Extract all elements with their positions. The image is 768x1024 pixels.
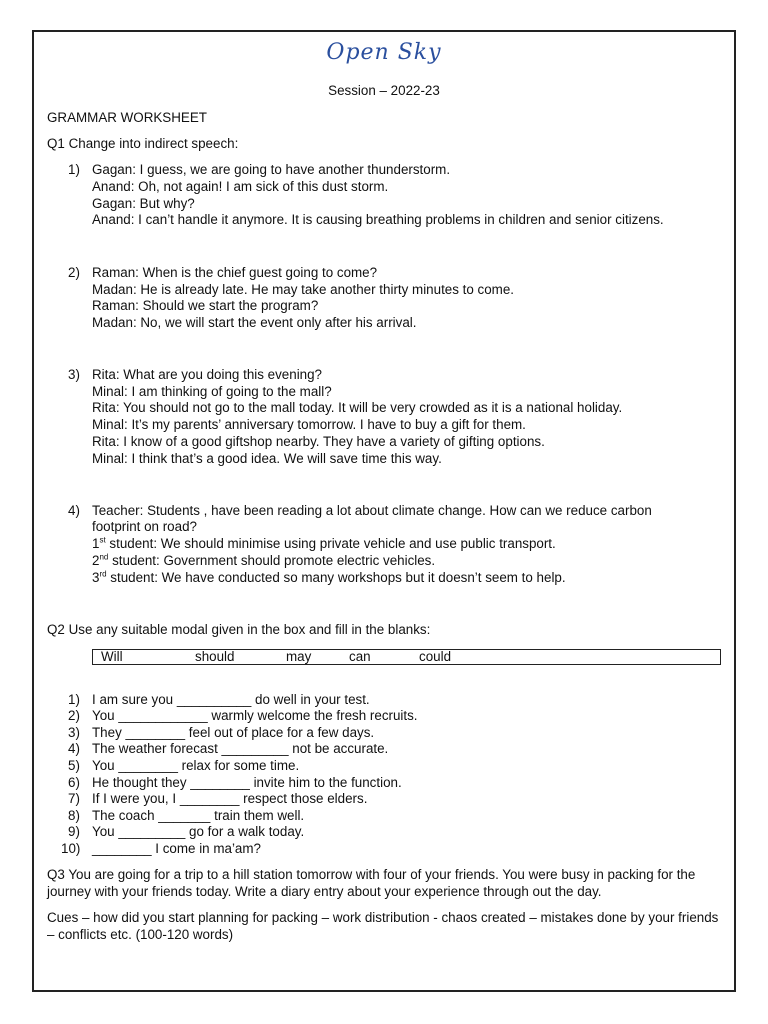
modal-word: could [419,649,452,664]
q3-prompt: Q3 You are going for a trip to a hill station tomorrow with four of your friends. You were busy in packing for the journey with your friends today. Write a diary entry about your experience through out the day. [47,867,696,899]
dialogue-line: Teacher: Students , have been reading a lot about climate change. How can we reduce carbon [92,503,652,518]
q2-item-text: ________ I come in ma’am? [92,841,261,856]
q1-item-number: 3) [68,367,80,382]
q1-item-number: 1) [68,162,80,177]
q2-item-number: 8) [68,808,80,823]
q2-item-number: 7) [68,791,80,806]
q2-item-text: I am sure you __________ do well in your test. [92,692,370,707]
dialogue-line: Raman: When is the chief guest going to come? [92,265,378,280]
q2-prompt: Q2 Use any suitable modal given in the box and fill in the blanks: [47,622,431,637]
modal-word: may [286,649,312,664]
student-line: 1st student: We should minimise using private vehicle and use public transport. [92,535,556,551]
q1-prompt: Q1 Change into indirect speech: [47,136,239,151]
dialogue-line: Rita: What are you doing this evening? [92,367,323,382]
dialogue-line: Raman: Should we start the program? [92,298,319,313]
q2-item-number: 9) [68,824,80,839]
q1-item-number: 2) [68,265,80,280]
q2-item-number: 5) [68,758,80,773]
dialogue-line: Anand: I can’t handle it anymore. It is causing breathing problems in children and senior citizens. [92,212,664,227]
q2-item-text: You ________ relax for some time. [92,758,300,773]
open-sky-logo: Open Sky [326,40,442,65]
dialogue-line: Rita: You should not go to the mall today. It will be very crowded as it is a national holiday. [92,400,623,415]
student-line: 3rd student: We have conducted so many workshops but it doesn’t seem to help. [92,569,566,585]
q2-item-text: You _________ go for a walk today. [92,824,305,839]
dialogue-line: Madan: No, we will start the event only after his arrival. [92,315,417,330]
modal-word: can [349,649,371,664]
modal-word: should [195,649,235,664]
q2-item-number: 4) [68,741,80,756]
modal-word: Will [101,649,123,664]
dialogue-line: Gagan: I guess, we are going to have another thunderstorm. [92,162,451,177]
q2-item-text: You ____________ warmly welcome the fresh recruits. [92,708,418,723]
dialogue-line: Rita: I know of a good giftshop nearby. They have a variety of gifting options. [92,434,545,449]
q2-item-text: He thought they ________ invite him to the function. [92,775,402,790]
modal-word-box [92,649,721,665]
q2-item-number: 1) [68,692,80,707]
q2-item-text: They ________ feel out of place for a few days. [92,725,375,740]
dialogue-line: Minal: I think that’s a good idea. We will save time this way. [92,451,442,466]
dialogue-line: Minal: It’s my parents’ anniversary tomorrow. I have to buy a gift for them. [92,417,526,432]
q2-item-text: If I were you, I ________ respect those elders. [92,791,368,806]
q2-item-number: 3) [68,725,80,740]
q2-item-number: 6) [68,775,80,790]
dialogue-line: Madan: He is already late. He may take another thirty minutes to come. [92,282,515,297]
q3-cues: Cues – how did you start planning for packing – work distribution - chaos created – mistakes done by your friends – conflicts etc. (100-120 words) [47,910,719,942]
worksheet-title: GRAMMAR WORKSHEET [47,110,207,125]
dialogue-line: Gagan: But why? [92,196,195,211]
dialogue-line: Anand: Oh, not again! I am sick of this dust storm. [92,179,389,194]
q1-item-number: 4) [68,503,80,518]
session-label: Session – 2022-23 [328,83,440,98]
student-line: 2nd student: Government should promote electric vehicles. [92,552,436,568]
dialogue-line: footprint on road? [92,519,197,534]
q2-item-number: 2) [68,708,80,723]
q2-item-text: The weather forecast _________ not be accurate. [92,741,389,756]
q2-item-text: The coach _______ train them well. [92,808,305,823]
q2-item-number: 10) [61,841,81,856]
dialogue-line: Minal: I am thinking of going to the mall? [92,384,332,399]
